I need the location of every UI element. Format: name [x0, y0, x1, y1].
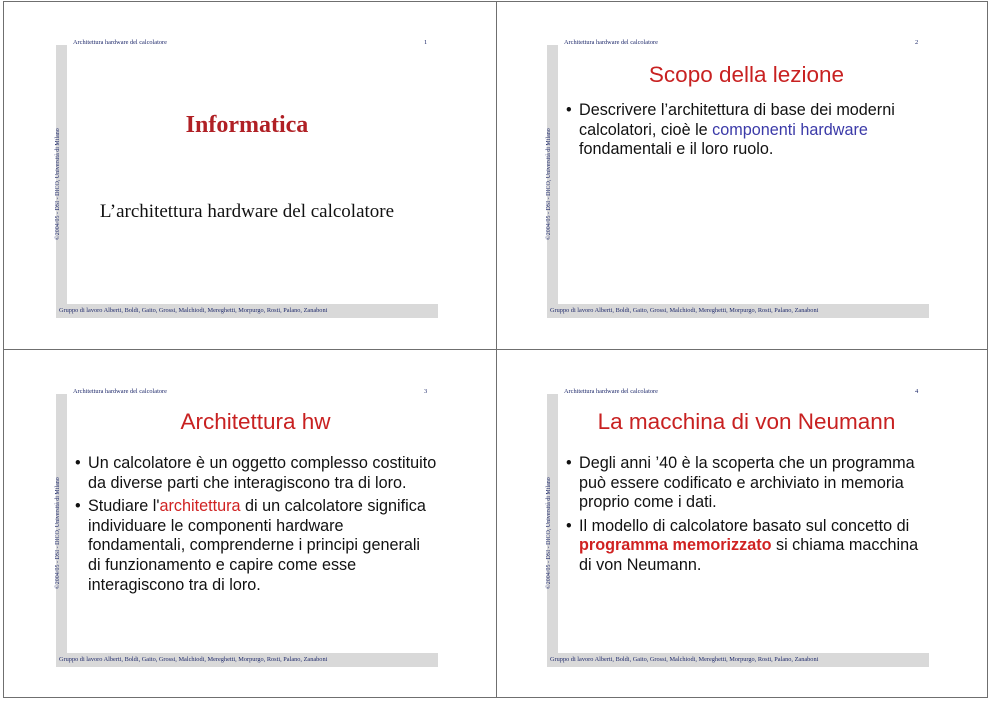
- slide-2: [547, 38, 929, 323]
- slide-1: [56, 38, 438, 323]
- slide-4: [547, 387, 929, 672]
- slide-title: Informatica: [185, 112, 309, 138]
- slide-title: Architettura hw: [180, 409, 331, 434]
- slide-footer: Gruppo di lavoro Alberti, Boldi, Gaito, Grossi, Malchiodi, Mereghetti, Morpurgo, Rosti, Palano, Zanaboni: [59, 307, 328, 314]
- slide-footer: Gruppo di lavoro Alberti, Boldi, Gaito, Grossi, Malchiodi, Mereghetti, Morpurgo, Rosti, Palano, Zanaboni: [59, 656, 328, 663]
- bullet-icon: •: [75, 497, 81, 516]
- slide-number: 4: [915, 388, 919, 395]
- slide-title: Scopo della lezione: [648, 62, 845, 87]
- slide-header: Architettura hardware del calcolatore: [73, 388, 167, 395]
- side-copyright: ©2004/05 - DSI - DICO, Università di Milano: [55, 477, 61, 589]
- side-copyright: ©2004/05 - DSI - DICO, Università di Milano: [546, 128, 552, 240]
- slide-footer: Gruppo di lavoro Alberti, Boldi, Gaito, Grossi, Malchiodi, Mereghetti, Morpurgo, Rosti, Palano, Zanaboni: [550, 307, 819, 314]
- slide-footer: Gruppo di lavoro Alberti, Boldi, Gaito, Grossi, Malchiodi, Mereghetti, Morpurgo, Rosti, Palano, Zanaboni: [550, 656, 819, 663]
- bullet-icon: •: [566, 454, 572, 472]
- bullet-item: • Studiare l'architettura di un calcolatore significa individuare le componenti hardware fondamentali, comprenderne i principi generali di funzionamento e capire come esse interagiscono tra di loro.: [75, 497, 426, 594]
- bullet-list: [566, 101, 928, 164]
- side-copyright: ©2004/05 - DSI - DICO, Università di Milano: [546, 477, 552, 589]
- slide-number: 3: [424, 388, 428, 395]
- highlight-term: componenti hardware: [712, 120, 868, 139]
- highlight-term: programma memorizzato: [579, 536, 772, 555]
- slide-subtitle: L’architettura hardware del calcolatore: [99, 201, 395, 222]
- bullet-item: • Un calcolatore è un oggetto complesso costituito da diverse parti che interagiscono tra di loro.: [75, 454, 437, 492]
- slide-number: 1: [424, 39, 428, 46]
- bullet-item: • Il modello di calcolatore basato sul concetto di programma memorizzato si chiama macchina di von Neumann.: [566, 516, 919, 574]
- highlight-term: architettura: [159, 497, 241, 516]
- bullet-list: [566, 454, 928, 580]
- bullet-item: • Degli anni ’40 è la scoperta che un programma può essere codificato e archiviato in memoria proprio come i dati.: [566, 454, 915, 512]
- slide-header: Architettura hardware del calcolatore: [564, 388, 658, 395]
- slide-header: Architettura hardware del calcolatore: [564, 39, 658, 46]
- bullet-icon: •: [566, 101, 572, 119]
- slide-number: 2: [915, 39, 919, 46]
- slide-header: Architettura hardware del calcolatore: [73, 39, 167, 46]
- bullet-item: • Descrivere l’architettura di base dei moderni calcolatori, cioè le componenti hardware fondamentali e il loro ruolo.: [566, 101, 895, 159]
- slide-title: La macchina di von Neumann: [597, 409, 896, 434]
- slide-3: [56, 387, 438, 672]
- bullet-icon: •: [75, 454, 81, 472]
- side-copyright: ©2004/05 - DSI - DICO, Università di Milano: [55, 128, 61, 240]
- bullet-icon: •: [566, 516, 572, 535]
- horizontal-divider: [3, 349, 988, 350]
- bullet-list: [75, 454, 437, 599]
